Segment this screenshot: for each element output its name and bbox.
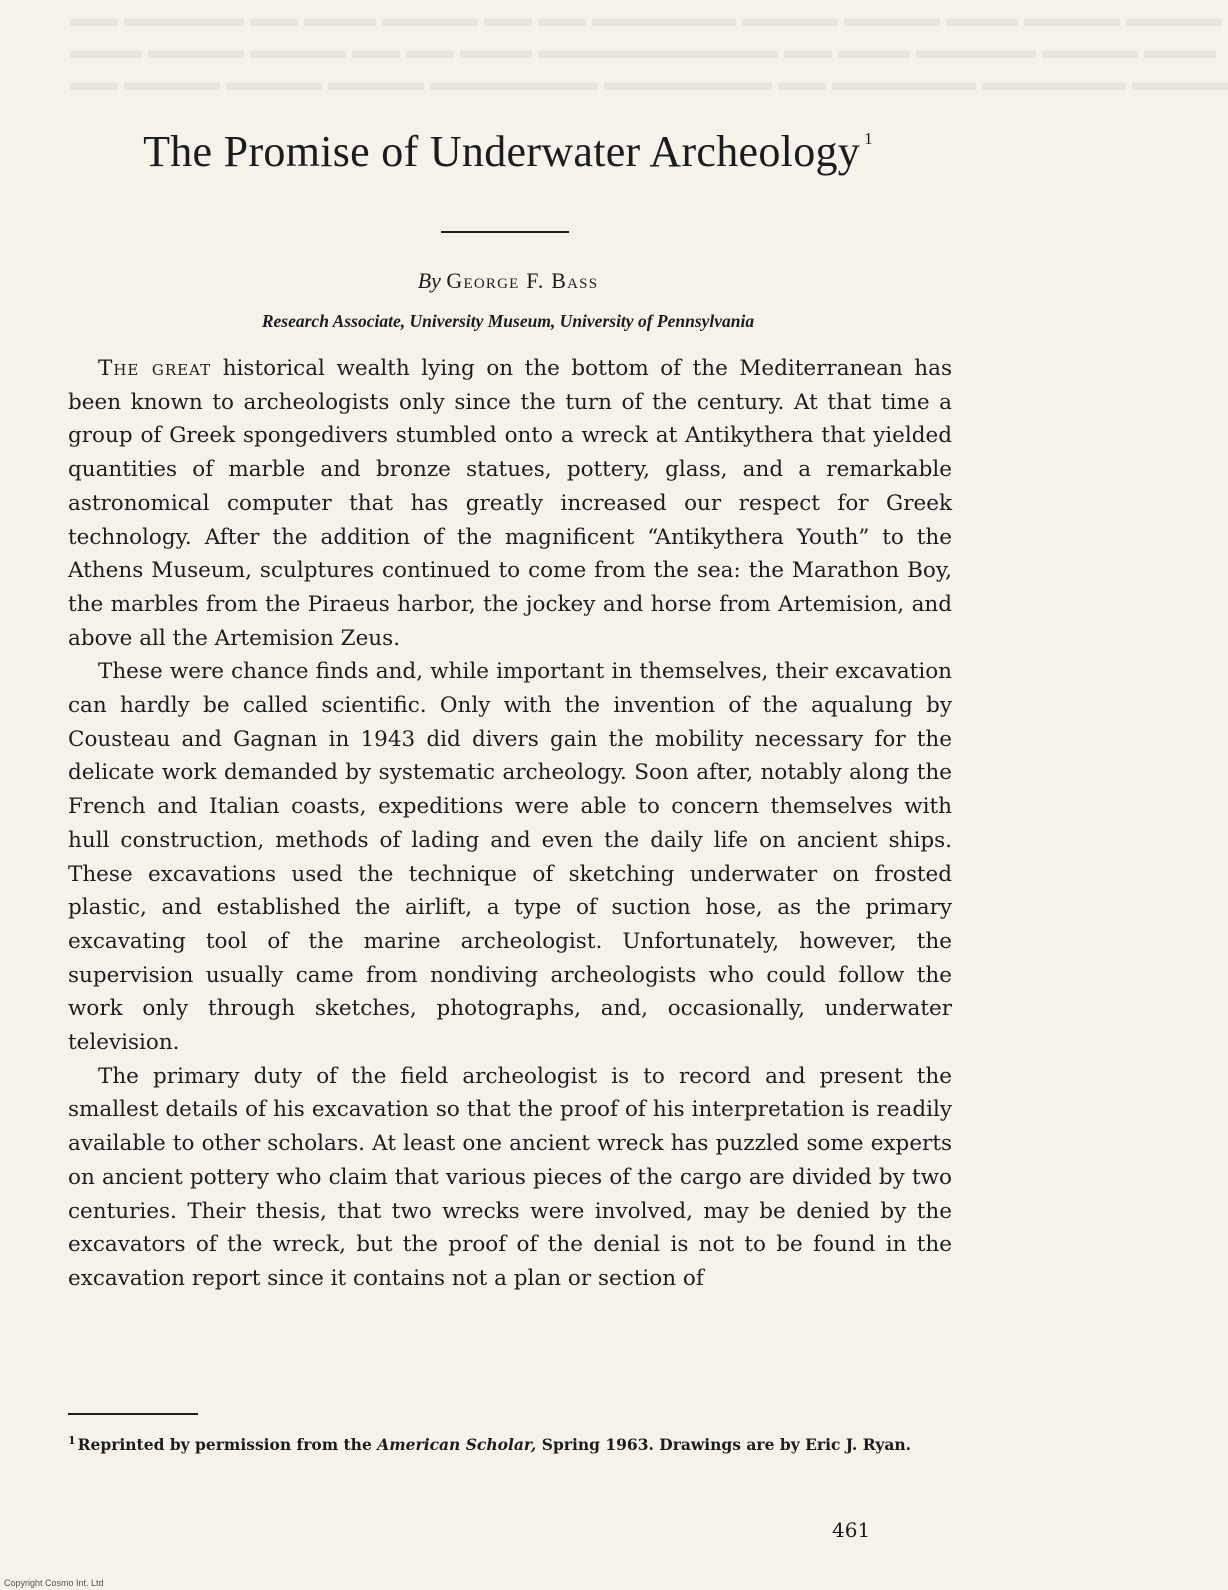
footnote-marker: 1 [68, 1434, 76, 1447]
paragraph [68, 352, 952, 655]
page-number: 461 [832, 1518, 871, 1542]
footnote [68, 1430, 952, 1456]
article-body [68, 352, 952, 1296]
show-through-texture: ▬▬▬ ▬▬▬▬ ▬▬▬▬ ▬▬ ▬▬ ▬▬▬ ▬▬▬▬▬▬▬▬▬▬ ▬▬ ▬▬▬ ▬▬▬▬▬ ▬▬▬▬ ▬▬▬ [70, 38, 1216, 64]
footnote-text: Reprinted by permission from the [77, 1435, 372, 1455]
author-affiliation: Research Associate, University Museum, University of Pennsylvania [261, 311, 755, 331]
show-through-texture: ▬▬ ▬▬▬▬ ▬▬▬▬ ▬▬▬▬ ▬▬▬▬▬▬▬ ▬▬▬▬▬▬▬ ▬▬ ▬▬▬▬▬▬ ▬▬▬▬▬▬ ▬▬▬▬ [70, 70, 1228, 96]
footnote-divider [68, 1413, 198, 1415]
footnote-source: American Scholar, [377, 1435, 537, 1455]
show-through-texture: ▬▬ ▬▬▬▬▬ ▬▬ ▬▬▬ ▬▬▬▬ ▬▬ ▬▬ ▬▬▬▬▬▬ ▬▬▬▬ ▬▬▬▬ ▬▬▬ ▬▬▬▬ ▬▬▬▬ [70, 6, 1222, 32]
paragraph-text: historical wealth lying on the bottom of the Mediterranean has been known to archeologists only since the turn of the century. At that time a group of Greek spongedivers stumbled onto a wreck at Antikythera that yielded quantities of marble and bronze statues, pottery, glass, and a remarkable astronomical computer that has greatly increased our respect for Greek technology. After the addition of the magnificent “Antikythera Youth” to the Athens Museum, sculptures continued to come from the sea: the Marathon Boy, the marbles from the Piraeus harbor, the jockey and horse from Artemision, and above all the Artemision Zeus. [68, 356, 952, 651]
author-name: George F. Bass [446, 268, 599, 293]
paragraph-lead-in: The great [98, 356, 212, 381]
title-footnote-marker: 1 [864, 129, 873, 149]
title-divider [441, 231, 569, 233]
copyright-notice: Copyright Cosmo Int. Ltd [4, 1578, 104, 1588]
footnote-text: Spring 1963. Drawings are by Eric J. Ryan. [541, 1435, 912, 1455]
byline [0, 268, 1016, 294]
paragraph: These were chance finds and, while important in themselves, their excavation can hardly be called scientific. Only with the invention of the aqualung by Cousteau and Gagnan in 1943 did divers gain the mobility necessary for the delicate work demanded by systematic archeology. Soon after, notably along the French and Italian coasts, expeditions were able to concern themselves with hull construction, methods of lading and even the daily life on ancient ships. These excavations used the technique of sketching underwater on frosted plastic, and established the airlift, a type of suction hose, as the primary excavating tool of the marine archeologist. Unfortunately, however, the supervision usually came from nondiving archeologists who could follow the work only through sketches, photographs, and, occasionally, underwater television. [68, 659, 952, 1056]
paragraph: The primary duty of the field archeologist is to record and present the smallest details of his excavation so that the proof of his interpretation is readily available to other scholars. At least one ancient wreck has puzzled some experts on ancient pottery who claim that various pieces of the cargo are divided by two centuries. Their thesis, that two wrecks were involved, may be denied by the excavators of the wreck, but the proof of the denial is not to be found in the excavation report since it contains not a plan or section of [68, 1063, 952, 1291]
byline-prefix: By [417, 268, 441, 293]
article-title: The Promise of Underwater Archeology $^1$ [143, 127, 873, 176]
